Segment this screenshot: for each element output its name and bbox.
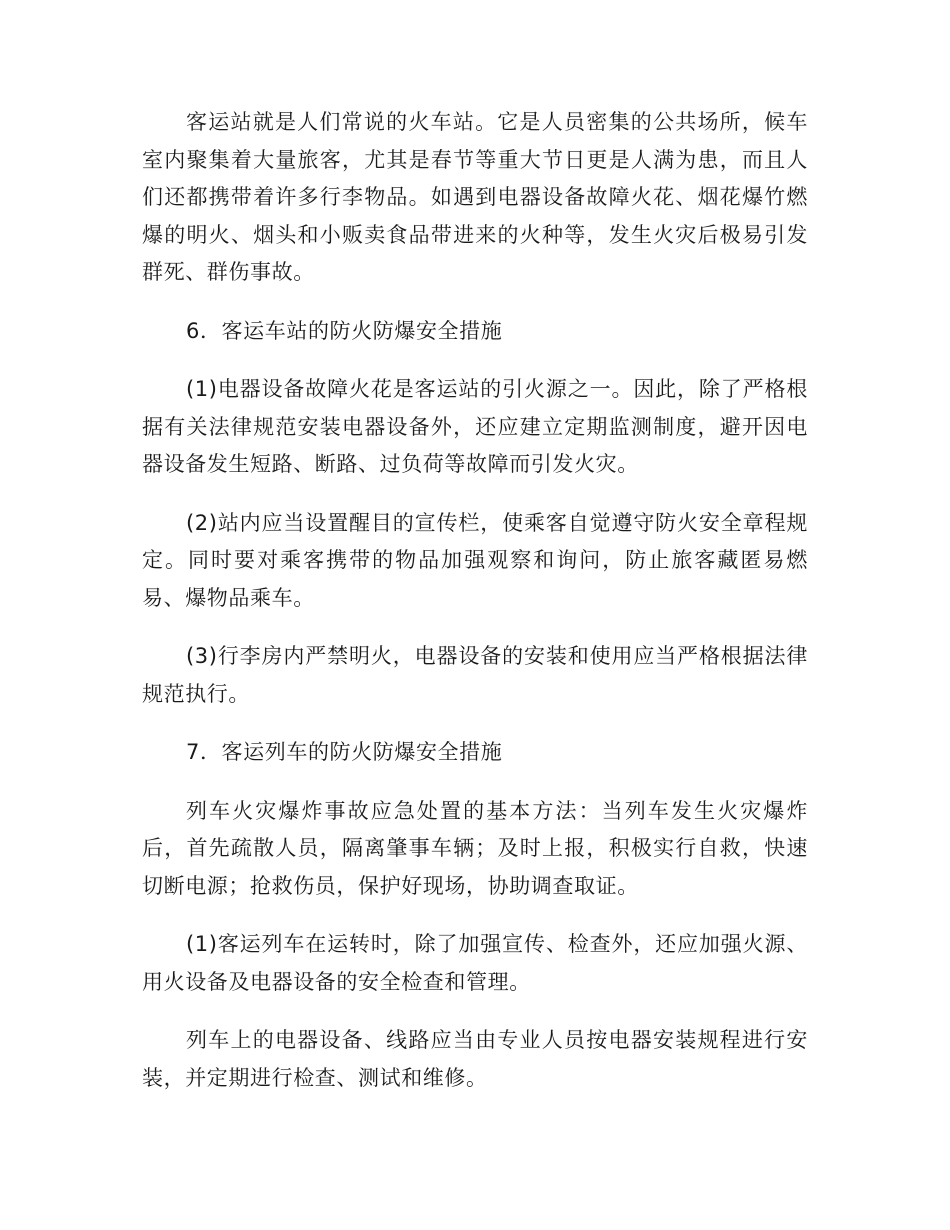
document-body — [142, 104, 808, 1118]
intro-paragraph: 客运站就是人们常说的火车站。它是人员密集的公共场所，候车室内聚集着大量旅客，尤其是春节等重大节日更是人满为患，而且人们还都携带着许多行李物品。如遇到电器设备故障火花、烟花爆竹燃爆的明火、烟头和小贩卖食品带进来的火种等，发生火灾后极易引发群死、群伤事故。 — [142, 110, 808, 284]
section-7-item-1: (1)客运列车在运转时，除了加强宣传、检查外，还应加强火源、用火设备及电器设备的安全检查和管理。 — [142, 932, 808, 994]
section-7-item-1-detail: 列车上的电器设备、线路应当由专业人员按电器安装规程进行安装，并定期进行检查、测试和维修。 — [142, 1028, 808, 1090]
section-6-item-2: (2)站内应当设置醒目的宣传栏，使乘客自觉遵守防火安全章程规定。同时要对乘客携带的物品加强观察和询问，防止旅客藏匿易燃易、爆物品乘车。 — [142, 510, 808, 610]
section-6-item-1: (1)电器设备故障火花是客运站的引火源之一。因此，除了严格根据有关法律规范安装电器设备外，还应建立定期监测制度，避开因电器设备发生短路、断路、过负荷等故障而引发火灾。 — [142, 377, 808, 476]
section-6-item-3: (3)行李房内严禁明火，电器设备的安装和使用应当严格根据法律规范执行。 — [142, 644, 808, 706]
section-7-intro: 列车火灾爆炸事故应急处置的基本方法：当列车发生火灾爆炸后，首先疏散人员，隔离肇事车辆；及时上报，积极实行自救，快速切断电源；抢救伤员，保护好现场，协助调查取证。 — [142, 798, 808, 898]
section-7-heading: 7．客运列车的防火防爆安全措施 — [186, 740, 503, 764]
section-6-heading: 6．客运车站的防火防爆安全措施 — [186, 318, 503, 343]
